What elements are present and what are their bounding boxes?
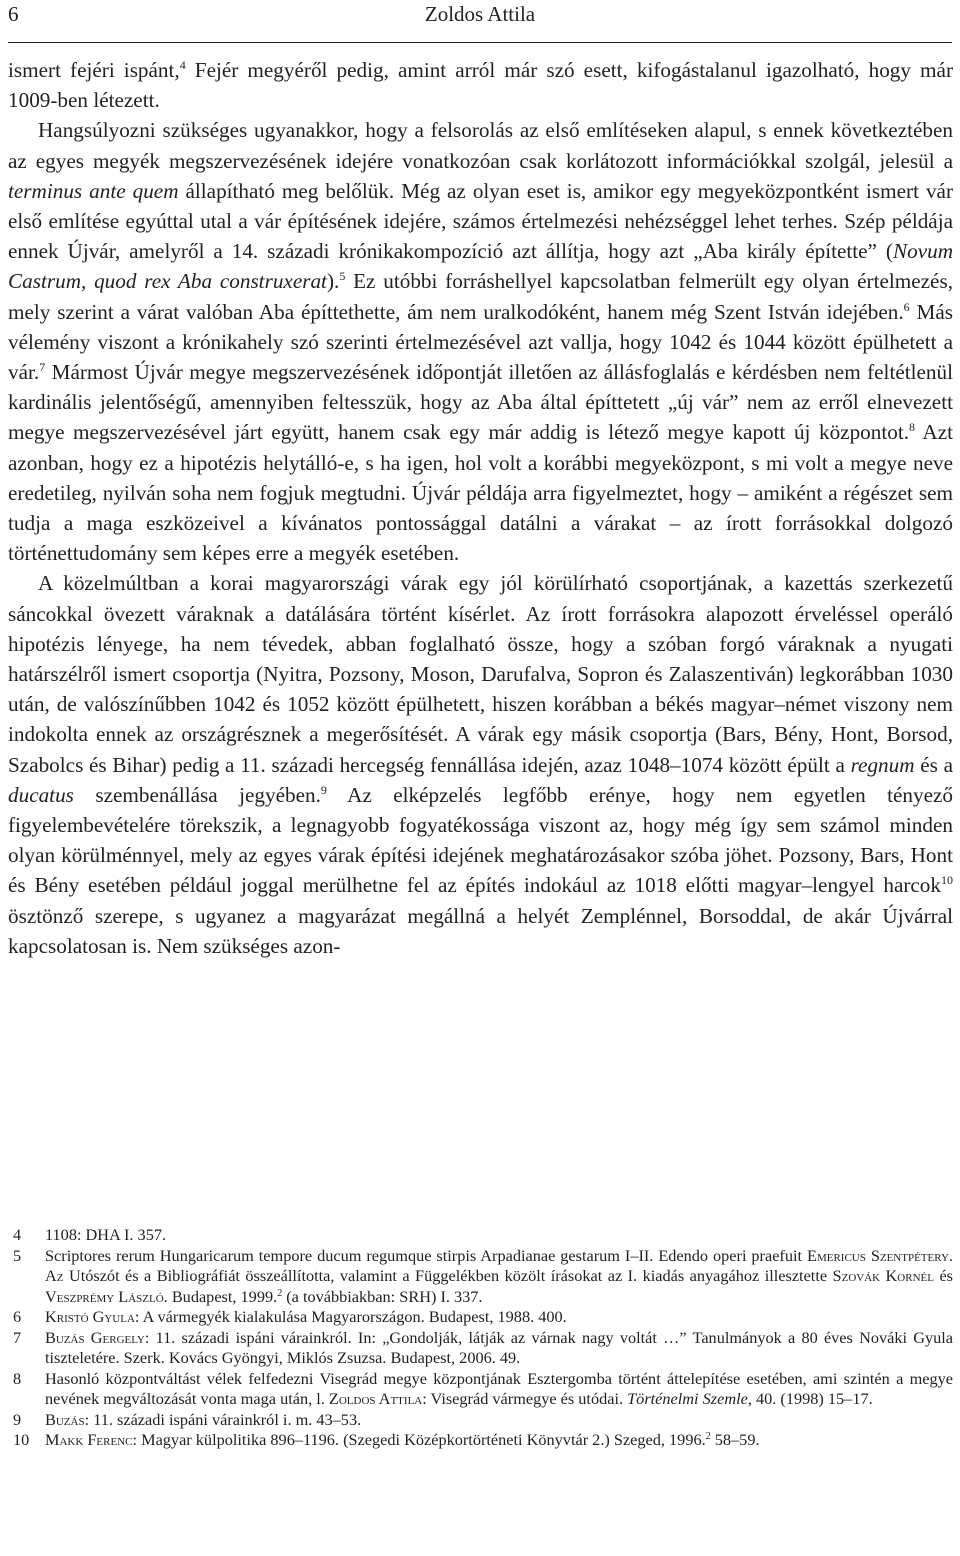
footnote-9 xyxy=(8,1410,953,1431)
footnote-number: 9 xyxy=(13,1409,22,1429)
footnote-ref-10[interactable]: 10 xyxy=(941,873,953,888)
journal-title: Történelmi Szemle xyxy=(627,1389,748,1408)
footnote-text: és xyxy=(933,1266,954,1285)
footnote-number: 4 xyxy=(13,1225,22,1244)
footnote-8 xyxy=(8,1369,953,1410)
italic-term: terminus ante quem xyxy=(8,178,179,203)
page-header xyxy=(8,2,952,32)
footnote-ref-4[interactable]: 4 xyxy=(179,58,186,72)
footnote-number: 7 xyxy=(13,1327,22,1347)
author-name: Buzás xyxy=(45,1409,85,1429)
text-run: állapítható meg belőlük. Még az olyan eset is, amikor egy megyeközpontként ismert vár első említése egyúttal utal a vár építésének idejére, számos értelmezési nehézséggel lehet terhes. Szép példája ennek Újvár, amelyről a 14. századi krónikakompozíció azt állítja, hogy azt „Aba király építette” ( xyxy=(8,178,953,264)
footnote-text: : Magyar külpolitika 896–1196. (Szegedi Középkortörténeti Könyvtár 2.) Szeged, 1996. xyxy=(132,1430,706,1449)
text-run: Ez utóbbi forráshellyel kapcsolatban felmerült egy olyan értelmezés, mely szerint a várat valóban Aba építtethette, ám nem uralkodóként, hanem még Szent István idejében. xyxy=(8,269,953,324)
footnote-text: : Visegrád vármegye és utódai. xyxy=(422,1389,628,1408)
footnotes xyxy=(8,1225,953,1451)
footnote-ref-5[interactable]: 5 xyxy=(339,269,346,284)
footnote-text: 1108: DHA I. 357. xyxy=(45,1225,167,1244)
footnote-text: Hasonló központváltást vélek felfedezni Visegrád megye központjának Esztergomba történt áttelepítése esetében, ami szintén a megye nevének megváltozását vonta maga után, l. xyxy=(45,1368,953,1408)
footnote-text: . Budapest, 1999. xyxy=(163,1286,278,1306)
text-run: A közelmúltban a korai magyarországi várak egy jól körülírható csoportjának, a kazettás szerkezetű sáncokkal övezett váraknak a datálására történt kísérlet. Az írott forrásokra alapozott érveléssel operáló hipotézis lényege, ha nem tévedek, abban foglalható össze, hogy a szóban forgó váraknak a nyugati határszélről ismert csoportja (Nyitra, Pozsony, Moson, Darufalva, Sopron és Zalaszentiván) legkorábban 1030 után, de valószínűbben 1042 és 1052 között épülhetett, hiszen korábban a békés magyar–német viszony nem indokolta ennek az országrésznek a megerősítését. A várak egy másik csoportja (Bars, Bény, Hont, Borsod, Szabolcs és Bihar) pedig a 11. századi hercegség fennállása idején, azaz 1048–1074 között épült a xyxy=(8,571,953,777)
italic-term: regnum xyxy=(850,752,915,777)
author-name: Makk Ferenc xyxy=(45,1430,133,1449)
italic-term: ducatus xyxy=(8,782,74,807)
footnote-ref-8[interactable]: 8 xyxy=(909,420,916,435)
footnote-ref-6[interactable]: 6 xyxy=(903,299,910,314)
footnote-text: 58–59. xyxy=(710,1430,760,1449)
running-title: Zoldos Attila xyxy=(424,2,536,26)
page-number: 6 xyxy=(8,2,19,26)
text-run: Az elképzelés legfőbb erénye, hogy nem egyetlen tényező figyelembevételére törekszik, a legnagyobb fogyatékossága viszont az, hogy még így sem számol minden olyan körülménnyel, mely az egyes várak építési idejének meghatározásakor szóba jöhet. Pozsony, Bars, Hont és Bény esetében például joggal merülhetne fel az építés indokául az 1018 előtti magyar–lengyel harcok xyxy=(8,782,953,898)
text-run: szembenállása jegyében. xyxy=(73,782,321,807)
text-run: Hangsúlyozni szükséges ugyanakkor, hogy a felsorolás az első említéseken alapul, s ennek következtében az egyes megyék megszervezésének idejére vonatkozóan csak korlátozott információkkal szolgál, jelesül a xyxy=(8,118,953,173)
author-name: Emericus Szentpétery xyxy=(807,1245,949,1265)
edition-superscript: 2 xyxy=(277,1287,283,1299)
main-text xyxy=(8,55,953,961)
paragraph-1 xyxy=(8,55,953,115)
footnote-ref-9[interactable]: 9 xyxy=(320,782,327,797)
footnote-text: (a továbbiakban: SRH) I. 337. xyxy=(282,1286,483,1306)
footnote-text: : 11. századi ispáni várainkról i. m. 43–53. xyxy=(84,1409,362,1429)
footnote-text: . xyxy=(948,1245,953,1265)
author-name: Veszprémy László xyxy=(45,1286,164,1306)
footnote-text: : 11. századi ispáni várainkról. In: „Gondolják, látják az várnak nagy voltát …” Tanulmányok a 80 éves Nováki Gyula tiszteletére. Szerk. Kovács Gyöngyi, Miklós Zsuzsa. Budapest, 2006. 49. xyxy=(45,1327,953,1367)
text-run: Azt azonban, hogy ez a hipotézis helytálló-e, s ha igen, hol volt a korábbi megyeközpont, s mi volt a megye neve eredetileg, nyilván soha nem fogjuk megtudni. Újvár példája arra figyelmeztet, hogy – amiként a régészet sem tudja a maga eszközeivel a kívánatos pontossággal datálni a várakat – az írott forrásokkal dolgozó történettudomány sem képes erre a megyék esetében. xyxy=(8,420,954,566)
footnote-text: Scriptores rerum Hungaricarum tempore ducum regumque stirpis Arpadianae gestarum I–II. Edendo operi praefuit xyxy=(45,1245,808,1265)
paragraph-3 xyxy=(8,568,953,961)
text-run: Más vélemény viszont a krónikahely szó szerinti értelmezésével azt vallja, hogy 1042 és 1044 között épülhetett a vár. xyxy=(8,299,953,385)
footnote-number: 8 xyxy=(13,1368,22,1388)
footnote-text: Utószót és a Bibliográfiát összeállította, valamint a Függelékben közölt írásokat az I. kiadás anyagához illesztette xyxy=(63,1266,833,1285)
author-name: Zoldos Attila xyxy=(328,1389,423,1408)
author-name: Szovák Kornél xyxy=(832,1266,934,1285)
text-run: Fejér megyéről pedig, amint arról már szó esett, kifogástalanul igazolható, hogy már 1009-ben létezett. xyxy=(8,58,953,113)
footnote-number: 10 xyxy=(13,1430,30,1449)
paragraph-2 xyxy=(8,115,953,568)
text-run: ösztönző szerepe, s ugyanez a magyarázat megállná a helyét Zemplénnel, Borsoddal, de akár Újvárral kapcsolatosan is. Nem szükséges azon- xyxy=(8,903,953,958)
italic-quote: Novum Castrum, quod rex Aba construxerat xyxy=(8,239,953,294)
footnote-4 xyxy=(8,1225,953,1246)
smallcaps-word: Az xyxy=(45,1266,64,1285)
footnote-5 xyxy=(8,1246,953,1308)
author-name: Buzás Gergely xyxy=(45,1327,145,1347)
text-run: ismert fejéri ispánt, xyxy=(8,58,180,82)
author-name: Kristó Gyula xyxy=(45,1307,135,1326)
header-divider xyxy=(8,42,952,43)
text-run: Mármost Újvár megye megszervezésének időpontját illetően az állásfoglalás e kérdésben nem feltétlenül kardinális jelentőségű, amennyiben feltesszük, hogy az Aba által építtetett „új vár” nem az erről elnevezett megye megszervezésével járt együtt, hanem csak egy már addig is létező megye kapott új központot. xyxy=(8,360,953,445)
footnote-number: 6 xyxy=(13,1307,22,1326)
footnote-text: : A vármegyék kialakulása Magyarországon. Budapest, 1988. 400. xyxy=(134,1307,567,1326)
text-run: és a xyxy=(914,752,954,777)
footnote-text: , 40. (1998) 15–17. xyxy=(747,1389,873,1408)
footnote-ref-7[interactable]: 7 xyxy=(39,360,46,375)
footnote-10 xyxy=(8,1430,953,1451)
edition-superscript: 2 xyxy=(705,1431,711,1442)
footnote-7 xyxy=(8,1328,953,1369)
text-run: ). xyxy=(326,269,340,294)
footnote-number: 5 xyxy=(13,1245,22,1265)
footnote-6 xyxy=(8,1307,953,1328)
